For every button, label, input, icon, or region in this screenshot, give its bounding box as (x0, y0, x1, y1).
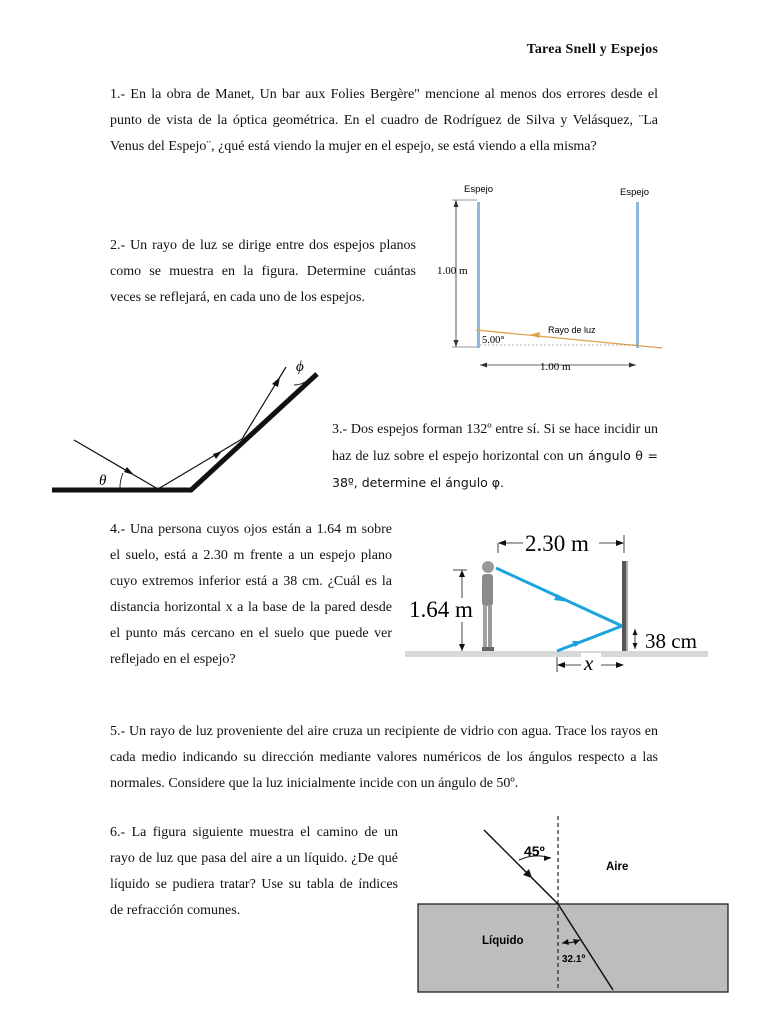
question-3-text: 3.- Dos espejos forman 132º entre sí. Si se hace incidir un haz de luz sobre el espejo horizontal con (332, 422, 658, 464)
height-arrow-bottom (454, 340, 459, 347)
page-title: Tarea Snell y Espejos (526, 42, 658, 57)
figure-angled-mirrors (50, 355, 325, 500)
ray-label: Rayo de luz (548, 325, 596, 335)
x-label: x (584, 651, 594, 675)
mirror-height-label: 1.00 m (437, 265, 468, 277)
figure-parallel-mirrors (430, 180, 660, 375)
person-icon (482, 561, 494, 651)
question-4: 4.- Una persona cuyos ojos están a 1.64 m sobre el suelo, está a 2.30 m frente a un espejo plano cuyo extremos inferior está a 38 cm. ¿Cuál es la distancia horizontal x a la base de la pared desde el punto más cercano en el suelo que puede ver reflejado en el espejo? (110, 522, 392, 667)
incident-ray-arrow (124, 467, 134, 475)
air-region (418, 810, 728, 904)
liquid-label: Líquido (482, 935, 524, 947)
left-mirror (477, 202, 480, 348)
question-6: 6.- La figura siguiente muestra el camino de un rayo de luz que pasa del aire a un líquido. ¿De qué líquido se pudiera tratar? Use su tabla de índices de refracción comunes. (110, 825, 398, 918)
right-mirror-label: Espejo (620, 187, 650, 198)
question-3-formula: un ángulo θ = 38º, determine el ángulo φ. (332, 448, 658, 490)
wall-mirror (622, 561, 626, 651)
question-2: 2.- Un rayo de luz se dirige entre dos espejos planos como se muestra en la figura. Determine cuántas veces se reflejará, en cada uno de los espejos. (110, 238, 416, 305)
right-mirror (636, 202, 639, 348)
height-arrow-top (454, 200, 459, 207)
left-mirror-label: Espejo (464, 184, 494, 195)
eye-height-label: 1.64 m (409, 597, 473, 622)
figure-person-mirror (405, 525, 715, 680)
question-3 (332, 417, 658, 497)
question-1: 1.- En la obra de Manet, Un bar aux Folies Bergère" mencione al menos dos errores desde el punto de vista de la óptica geométrica. En el cuadro de Rodríguez de Silva y Velásquez, ¨La Venus del Espejo¨, ¿qué está viendo la mujer en el espejo, se está viendo a ella misma? (110, 87, 658, 154)
ray-angle-label: 5.00° (482, 335, 505, 346)
distance-label: 2.30 m (525, 531, 589, 556)
mirror-separation-label: 1.00 m (540, 361, 571, 373)
mirror-bottom-label: 38 cm (645, 629, 697, 653)
air-label: Aire (606, 861, 629, 873)
reflected-ray (557, 626, 622, 651)
phi-label: ϕ (296, 359, 304, 375)
incidence-angle-label: 45º (524, 843, 545, 859)
incident-ray (74, 440, 158, 489)
theta-arc (120, 473, 123, 490)
theta-label: θ (99, 473, 107, 489)
liquid-region (418, 904, 728, 992)
figure-refraction (418, 810, 736, 996)
question-5: 5.- Un rayo de luz proveniente del aire cruza un recipiente de vidrio con agua. Trace los rayos en cada medio indicando su dirección mediante valores numéricos de los ángulos respecto a las normales. Considere que la luz inicialmente incide con un ángulo de 50º. (110, 724, 658, 791)
light-ray-arrow (530, 332, 540, 338)
refraction-angle-label: 32.1º (562, 954, 586, 965)
inclined-mirror (190, 374, 317, 491)
